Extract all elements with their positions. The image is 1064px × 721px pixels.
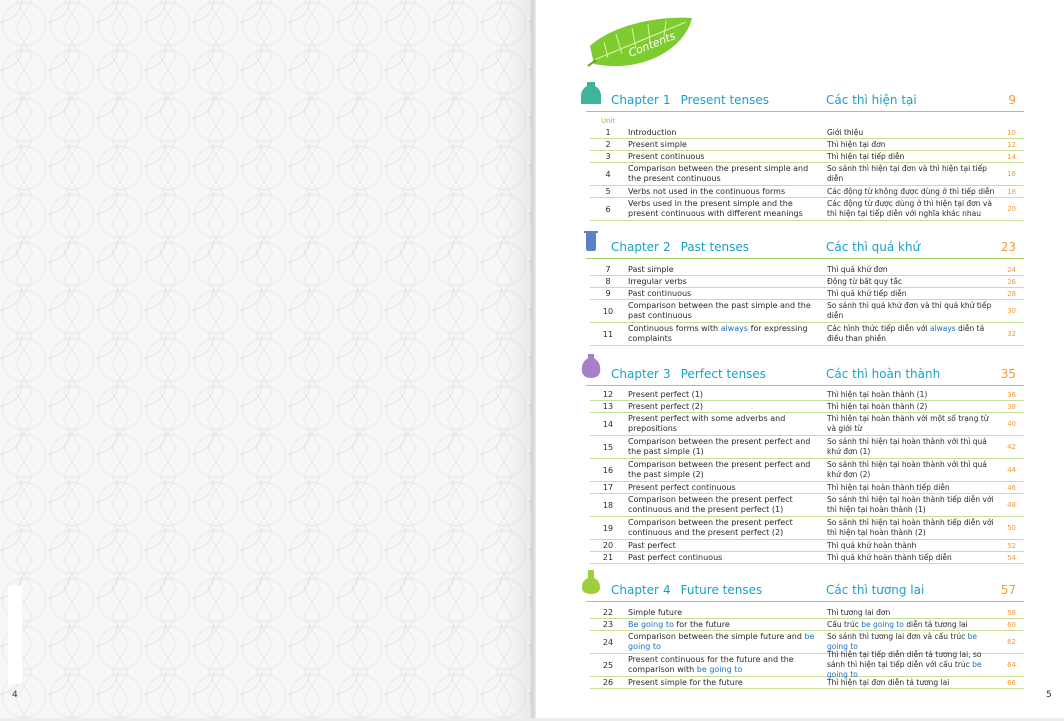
unit-title-vi: Thì quá khứ đơn — [827, 264, 888, 274]
unit-title-en-part: for expressing complaints — [628, 324, 808, 343]
chapter-label: Chapter — [611, 583, 659, 597]
unit-en-cell — [628, 607, 818, 618]
chapter-header[interactable] — [586, 237, 1024, 259]
unit-row[interactable] — [590, 607, 1024, 619]
unit-row[interactable] — [590, 459, 1024, 482]
chapter-label: Chapter — [611, 367, 659, 381]
unit-title-en-part: Present continuous for the future and the comparison with — [628, 655, 794, 674]
unit-title-vi: Thì quá khứ tiếp diễn — [827, 288, 907, 298]
chapter-number: 4 — [662, 583, 671, 597]
unit-row[interactable] — [590, 323, 1024, 346]
unit-number: 5 — [605, 187, 611, 196]
unit-number: 4 — [605, 169, 611, 179]
unit-row[interactable] — [590, 186, 1024, 198]
unit-en-cell — [628, 127, 818, 138]
unit-title-en: Past perfect continuous — [628, 552, 723, 562]
unit-page: 44 — [1007, 466, 1016, 474]
left-page — [0, 0, 532, 718]
unit-title-vi: So sánh thì hiện tại hoàn thành với thì quá khứ đơn (2) — [827, 460, 987, 479]
chapter-name: Future tenses — [680, 583, 763, 597]
unit-number: 7 — [605, 265, 611, 274]
unit-vi-cell — [827, 300, 997, 322]
unit-title-en: Past simple — [628, 264, 674, 274]
unit-title-en: Present continuous — [628, 151, 705, 161]
unit-title-en: Comparison between the present perfect and the past simple (2) — [628, 460, 811, 479]
unit-title-en: Comparison between the present perfect continuous and the present perfect (2) — [628, 518, 793, 537]
unit-row[interactable] — [590, 540, 1024, 552]
unit-title-vi: Động từ bất quy tắc — [827, 276, 903, 286]
unit-vi-cell — [827, 436, 997, 458]
unit-title-vi: Thì hiện tại hoàn thành (2) — [827, 401, 928, 411]
unit-title-en: Verbs used in the present simple and the present continuous with different meanings — [628, 199, 803, 218]
unit-page: 64 — [1007, 661, 1016, 669]
unit-title-en — [628, 324, 818, 344]
right-page-tab — [1040, 583, 1056, 681]
unit-vi-cell — [827, 552, 997, 563]
unit-row[interactable] — [590, 127, 1024, 139]
chapter-name: Present tenses — [680, 93, 770, 107]
unit-vi-cell — [827, 401, 997, 412]
unit-en-cell — [628, 436, 818, 458]
unit-title-vi: Thì hiện tại hoàn thành với một số trạng từ và giới từ — [827, 414, 989, 433]
unit-title-en-part: Continuous forms with — [628, 324, 721, 333]
green-bottle-icon — [580, 78, 602, 106]
unit-title-vi-part: So sánh thì tương lai đơn và cấu trúc — [827, 632, 968, 641]
unit-title-vi: Các động từ được dùng ở thì hiện tại đơn và thì hiện tại tiếp diễn với nghĩa khác nhau — [827, 199, 992, 218]
unit-number: 18 — [602, 500, 614, 510]
unit-list — [590, 607, 1024, 689]
chapter-title — [611, 367, 766, 381]
unit-number: 25 — [602, 660, 614, 670]
unit-number: 16 — [602, 465, 614, 475]
unit-title-en: Comparison between the present simple and the present continuous — [628, 164, 809, 183]
unit-en-cell — [628, 619, 818, 630]
chapter-viet-title: Các thì hoàn thành — [826, 367, 941, 381]
unit-title-vi: Thì hiện tại đơn — [827, 139, 886, 149]
chapter-header[interactable] — [586, 580, 1024, 602]
unit-title-vi-part: Các hình thức tiếp diễn với — [827, 324, 930, 333]
unit-title-vi — [827, 632, 997, 652]
unit-en-cell — [628, 494, 818, 516]
unit-title-en-highlight: always — [720, 324, 749, 333]
unit-en-cell — [628, 300, 818, 322]
purple-vase-icon — [580, 352, 602, 380]
unit-number: 24 — [602, 637, 614, 647]
unit-vi-cell — [827, 540, 997, 551]
unit-vi-cell — [827, 163, 997, 185]
unit-row[interactable] — [590, 151, 1024, 163]
unit-row[interactable] — [590, 288, 1024, 300]
unit-number: 26 — [602, 678, 614, 687]
unit-title-en-part: Comparison between the simple future and — [628, 632, 805, 641]
unit-number: 23 — [602, 620, 614, 629]
unit-en-cell — [628, 482, 818, 493]
unit-page: 60 — [1007, 620, 1016, 629]
unit-vi-cell — [827, 127, 997, 138]
chapter-number: 3 — [662, 367, 671, 381]
unit-page: 28 — [1007, 289, 1016, 298]
unit-row[interactable] — [590, 300, 1024, 323]
unit-en-cell — [628, 276, 818, 287]
unit-title-vi — [827, 650, 997, 680]
unit-row[interactable] — [590, 163, 1024, 186]
chapter-name: Perfect tenses — [680, 367, 767, 381]
unit-vi-cell — [827, 186, 997, 197]
unit-number: 12 — [602, 390, 614, 399]
unit-title-vi: Thì tương lai đơn — [827, 607, 891, 617]
unit-en-cell — [628, 413, 818, 435]
blue-jar-icon — [580, 225, 602, 253]
unit-row[interactable] — [590, 139, 1024, 151]
unit-title-vi: Thì hiện tại đơn diễn tả tương lai — [827, 677, 950, 687]
unit-page: 66 — [1007, 678, 1016, 687]
chapter-header[interactable] — [586, 90, 1024, 112]
unit-title-vi: So sánh thì hiện tại đơn và thì hiện tại tiếp diễn — [827, 164, 987, 183]
unit-page: 40 — [1007, 420, 1016, 428]
unit-number: 11 — [602, 329, 614, 339]
unit-page: 32 — [1007, 330, 1016, 338]
unit-vi-cell — [827, 139, 997, 150]
unit-en-cell — [628, 139, 818, 150]
unit-page: 54 — [1007, 553, 1016, 562]
unit-en-cell — [628, 677, 818, 688]
unit-title-en — [628, 620, 730, 630]
unit-row[interactable] — [590, 389, 1024, 401]
unit-number: 10 — [602, 306, 614, 316]
unit-vi-cell — [827, 264, 997, 275]
unit-title-en: Irregular verbs — [628, 276, 687, 286]
unit-row[interactable] — [590, 401, 1024, 413]
unit-page: 18 — [1007, 187, 1016, 196]
unit-number: 1 — [605, 128, 611, 137]
unit-column-label: Unit — [601, 117, 616, 125]
unit-title-en: Present simple — [628, 139, 687, 149]
unit-title-en: Past continuous — [628, 288, 692, 298]
unit-title-vi-part: Thì hiện tại tiếp diễn diễn tả tương lai, so sánh thì hiện tại tiếp diễn với cấu trúc — [827, 650, 982, 669]
unit-title-vi: Thì quá khứ hoàn thành — [827, 540, 917, 550]
lime-bottle-icon — [580, 568, 602, 596]
unit-page: 20 — [1007, 205, 1016, 213]
chapter-number: 1 — [662, 93, 671, 107]
unit-number: 3 — [605, 152, 611, 161]
unit-title-vi-part: diễn tả tương lai — [903, 619, 968, 629]
unit-en-cell — [628, 198, 818, 220]
unit-row[interactable] — [590, 264, 1024, 276]
chapter-viet-title: Các thì tương lai — [826, 583, 925, 597]
left-page-tab — [8, 586, 22, 684]
unit-vi-cell — [827, 619, 997, 630]
unit-vi-cell — [827, 288, 997, 299]
unit-en-cell — [628, 552, 818, 563]
unit-number: 13 — [602, 402, 614, 411]
unit-vi-cell — [827, 459, 997, 481]
unit-title-vi: Thì hiện tại hoàn thành tiếp diễn — [827, 482, 950, 492]
unit-en-cell — [628, 186, 818, 197]
unit-row[interactable] — [590, 677, 1024, 689]
chapter-viet-title: Các thì hiện tại — [826, 93, 917, 107]
unit-title-en: Present simple for the future — [628, 677, 743, 687]
left-page-number: 4 — [12, 690, 18, 700]
unit-page: 10 — [1007, 128, 1016, 137]
unit-en-cell — [628, 288, 818, 299]
unit-title-vi — [827, 620, 968, 630]
unit-vi-cell — [827, 517, 997, 539]
chapter-page: 35 — [1000, 367, 1016, 381]
unit-title-en — [628, 632, 818, 652]
unit-row[interactable] — [590, 517, 1024, 540]
chapter-number: 2 — [662, 240, 671, 254]
unit-title-en-highlight: be going to — [628, 632, 815, 651]
unit-title-en — [628, 655, 818, 675]
unit-title-vi: So sánh thì hiện tại hoàn thành tiếp diễn với thì hiện tại hoàn thành (2) — [827, 518, 994, 537]
unit-row[interactable] — [590, 482, 1024, 494]
unit-page: 62 — [1007, 638, 1016, 646]
unit-page: 24 — [1007, 265, 1016, 274]
unit-title-en-part: for the future — [673, 619, 730, 629]
unit-page: 16 — [1007, 170, 1016, 178]
chapter-label: Chapter — [611, 240, 659, 254]
unit-title-en-highlight: Be going to — [628, 619, 674, 629]
unit-en-cell — [628, 163, 818, 185]
unit-title-en: Introduction — [628, 127, 677, 137]
unit-number: 8 — [605, 277, 611, 286]
unit-row[interactable] — [590, 198, 1024, 221]
unit-en-cell — [628, 389, 818, 400]
unit-vi-cell — [827, 482, 997, 493]
unit-title-vi: Thì hiện tại tiếp diễn — [827, 151, 905, 161]
chapter-name: Past tenses — [680, 240, 750, 254]
unit-page: 36 — [1007, 390, 1016, 399]
unit-row[interactable] — [590, 552, 1024, 564]
chapter-title — [611, 240, 749, 254]
chapter-label: Chapter — [611, 93, 659, 107]
unit-title-en: Present perfect with some adverbs and prepositions — [628, 414, 786, 433]
unit-title-vi: Thì quá khứ hoàn thành tiếp diễn — [827, 552, 952, 562]
unit-page: 26 — [1007, 277, 1016, 286]
unit-number: 19 — [602, 523, 614, 533]
unit-title-vi: So sánh thì hiện tại hoàn thành với thì quá khứ đơn (1) — [827, 437, 987, 456]
unit-row[interactable] — [590, 650, 1024, 679]
unit-vi-cell — [827, 607, 997, 618]
unit-list — [590, 127, 1024, 221]
unit-vi-cell — [827, 677, 997, 688]
unit-number: 6 — [605, 204, 611, 214]
unit-title-vi: So sánh thì quá khứ đơn và thì quá khứ tiếp diễn — [827, 301, 992, 320]
unit-title-en: Verbs not used in the continuous forms — [628, 186, 786, 196]
unit-vi-cell — [827, 389, 997, 400]
unit-en-cell — [628, 323, 818, 345]
unit-page: 12 — [1007, 140, 1016, 149]
chapter-title — [611, 93, 769, 107]
unit-title-en: Simple future — [628, 607, 682, 617]
unit-vi-cell — [827, 413, 997, 435]
unit-en-cell — [628, 264, 818, 275]
unit-en-cell — [628, 540, 818, 551]
chapter-viet-title: Các thì quá khứ — [826, 240, 921, 254]
chapter-page: 57 — [1000, 583, 1016, 597]
unit-number: 20 — [602, 541, 614, 550]
unit-list — [590, 389, 1024, 564]
unit-title-en: Comparison between the past simple and the past continuous — [628, 301, 811, 320]
unit-vi-cell — [827, 276, 997, 287]
chapter-header[interactable] — [586, 364, 1024, 386]
unit-title-vi-part: Cấu trúc — [827, 619, 862, 629]
unit-list — [590, 264, 1024, 346]
contents-title: Contents — [626, 29, 678, 60]
unit-page: 50 — [1007, 524, 1016, 532]
unit-title-vi-part: diễn tả điều than phiền — [827, 324, 985, 343]
unit-title-en: Present perfect (1) — [628, 389, 703, 399]
unit-title-en: Comparison between the present perfect continuous and the present perfect (1) — [628, 495, 793, 514]
unit-page: 14 — [1007, 152, 1016, 161]
unit-vi-cell — [827, 323, 997, 345]
unit-vi-cell — [827, 198, 997, 220]
unit-en-cell — [628, 459, 818, 481]
right-page-number: 5 — [1046, 690, 1052, 700]
unit-vi-cell — [827, 494, 997, 516]
unit-page: 30 — [1007, 307, 1016, 315]
unit-page: 38 — [1007, 402, 1016, 411]
unit-number: 14 — [602, 419, 614, 429]
unit-title-vi — [827, 324, 997, 344]
unit-title-vi: Giới thiệu — [827, 127, 864, 137]
unit-en-cell — [628, 401, 818, 412]
unit-title-vi-highlight: be going to — [827, 660, 982, 679]
unit-title-en-highlight: be going to — [696, 665, 743, 674]
unit-title-vi-highlight: be going to — [861, 619, 904, 629]
unit-page: 46 — [1007, 483, 1016, 492]
unit-row[interactable] — [590, 619, 1024, 631]
unit-number: 2 — [605, 140, 611, 149]
unit-en-cell — [628, 631, 818, 653]
unit-number: 22 — [602, 608, 614, 617]
unit-row[interactable] — [590, 276, 1024, 288]
unit-title-vi-highlight: be going to — [827, 632, 978, 651]
unit-en-cell — [628, 151, 818, 162]
unit-title-en: Comparison between the present perfect and the past simple (1) — [628, 437, 811, 456]
unit-page: 58 — [1007, 608, 1016, 617]
unit-row[interactable] — [590, 413, 1024, 436]
unit-vi-cell — [827, 151, 997, 162]
unit-title-vi: Các động từ không được dùng ở thì tiếp diễn — [827, 186, 995, 196]
unit-page: 42 — [1007, 443, 1016, 451]
unit-en-cell — [628, 654, 818, 676]
unit-number: 15 — [602, 442, 614, 452]
gutter-shadow — [500, 0, 560, 718]
unit-title-vi: Thì hiện tại hoàn thành (1) — [827, 389, 928, 399]
unit-number: 9 — [605, 289, 611, 298]
unit-title-vi-highlight: always — [929, 324, 956, 333]
unit-en-cell — [628, 517, 818, 539]
chapter-title — [611, 583, 762, 597]
unit-title-en: Present perfect (2) — [628, 401, 703, 411]
unit-title-en: Past perfect — [628, 540, 676, 550]
unit-row[interactable] — [590, 494, 1024, 517]
unit-vi-cell — [827, 650, 997, 679]
unit-number: 21 — [602, 553, 614, 562]
unit-row[interactable] — [590, 436, 1024, 459]
unit-title-en: Present perfect continuous — [628, 482, 736, 492]
unit-page: 48 — [1007, 501, 1016, 509]
unit-number: 17 — [602, 483, 614, 492]
unit-page: 52 — [1007, 541, 1016, 550]
chapter-page: 23 — [1000, 240, 1016, 254]
chapter-page: 9 — [1008, 93, 1016, 107]
unit-title-vi: So sánh thì hiện tại hoàn thành tiếp diễn với thì hiện tại hoàn thành (1) — [827, 495, 994, 514]
